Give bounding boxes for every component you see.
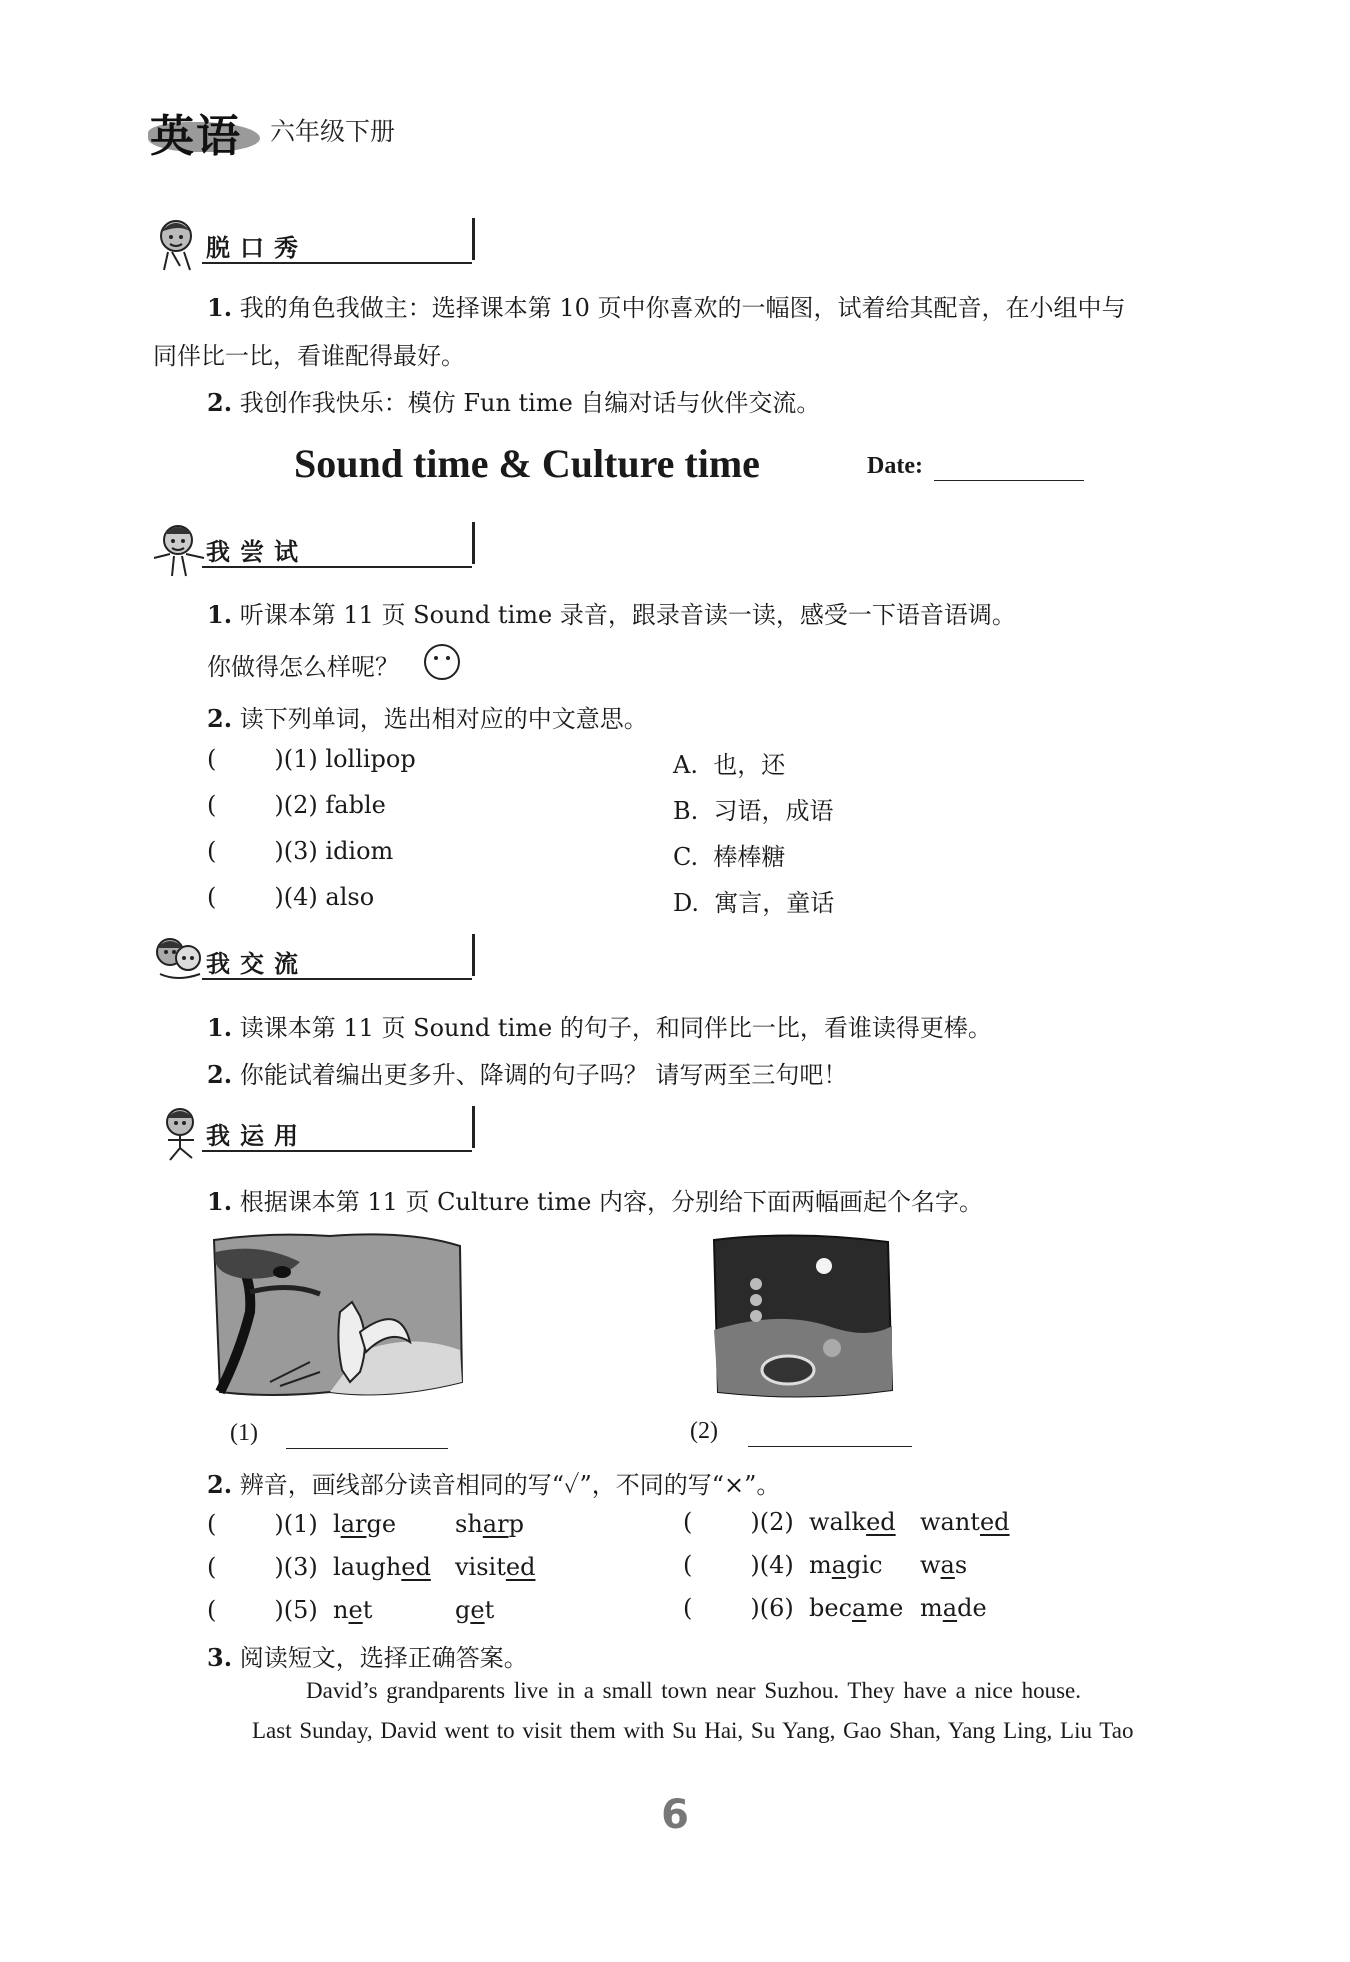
passage-line-1: David’s grandparents live in a small town near Suzhou. They have a nice house. (306, 1678, 1082, 1703)
section-badge-talk (150, 214, 430, 260)
sound-pair-3[interactable]: ( )(3) laughed (207, 1553, 431, 1581)
apply-item-3: 3. 阅读短文，选择正确答案。 (207, 1643, 528, 1672)
date-label: Date: (867, 453, 923, 479)
girl-mascot-icon (150, 214, 208, 276)
sound-pair-1[interactable]: ( )(1) large (207, 1510, 397, 1538)
match-row-4[interactable]: ( )(4) also (207, 883, 375, 911)
two-kids-mascot-icon (150, 930, 208, 992)
badge-divider (472, 934, 475, 976)
sound-pair-6-b: made (920, 1594, 987, 1622)
badge-divider (472, 1106, 475, 1148)
unit-heading: Sound time & Culture time (294, 441, 760, 486)
date-blank-line[interactable] (934, 480, 1084, 481)
badge-underline (202, 1150, 472, 1152)
picture-2-answer-line[interactable] (748, 1446, 912, 1447)
talk-item-1: 1. 我的角色我做主：选择课本第 10 页中你喜欢的一幅图，试着给其配音，在小组中与 (207, 293, 1126, 322)
share-item-2: 2. 你能试着编出更多升、降调的句子吗？ 请写两至三句吧！ (207, 1060, 848, 1089)
sound-pair-4-b: was (920, 1551, 968, 1579)
sound-pair-6[interactable]: ( )(6) became (683, 1594, 904, 1622)
section-badge-apply (150, 1102, 430, 1148)
grade-title: 六年级下册 (270, 117, 396, 146)
try-item-1: 1. 听课本第 11 页 Sound time 录音，跟录音读一读，感受一下语音语调。 (207, 600, 1016, 629)
match-option-d: D. 寓言，童话 (673, 889, 835, 917)
badge-label: 脱口秀 (206, 234, 308, 262)
badge-underline (202, 262, 472, 264)
sound-pair-5[interactable]: ( )(5) net (207, 1596, 373, 1624)
sound-pair-2[interactable]: ( )(2) walked (683, 1508, 896, 1536)
girl-runner-mascot-icon (150, 1102, 208, 1164)
face-icon (423, 643, 461, 681)
section-badge-share (150, 930, 430, 976)
talk-item-1-cont: 同伴比一比，看谁配得最好。 (153, 342, 465, 370)
fox-crow-picture (210, 1232, 466, 1402)
try-item-2: 2. 读下列单词，选出相对应的中文意思。 (207, 704, 648, 733)
picture-2-label: (2) (690, 1418, 718, 1444)
talk-item-2: 2. 我创作我快乐：模仿 Fun time 自编对话与伙伴交流。 (207, 388, 821, 417)
share-item-1: 1. 读课本第 11 页 Sound time 的句子，和同伴比一比，看谁读得更棒。 (207, 1013, 992, 1042)
badge-label: 我交流 (206, 950, 308, 978)
apply-item-2: 2. 辨音，画线部分读音相同的写“✓”，不同的写“×”。 (207, 1470, 781, 1499)
badge-underline (202, 978, 472, 980)
match-row-3[interactable]: ( )(3) idiom (207, 837, 394, 865)
boy-mascot-icon (150, 518, 208, 580)
try-item-1-question: 你做得怎么样呢？ (207, 653, 399, 681)
subject-title: 英语 (150, 111, 242, 162)
sound-pair-1-b: sharp (455, 1510, 524, 1538)
picture-1-label: (1) (230, 1420, 258, 1446)
sound-pair-4[interactable]: ( )(4) magic (683, 1551, 883, 1579)
apply-item-1: 1. 根据课本第 11 页 Culture time 内容，分别给下面两幅画起个名字。 (207, 1187, 983, 1216)
badge-divider (472, 218, 475, 260)
monkeys-moon-picture (708, 1230, 896, 1402)
picture-1-answer-line[interactable] (286, 1448, 448, 1449)
match-row-1[interactable]: ( )(1) lollipop (207, 745, 416, 773)
passage-line-2: Last Sunday, David went to visit them with Su Hai, Su Yang, Gao Shan, Yang Ling, Liu Tao (252, 1718, 1134, 1743)
section-badge-try (150, 518, 430, 564)
badge-divider (472, 522, 475, 564)
match-row-2[interactable]: ( )(2) fable (207, 791, 386, 819)
sound-pair-3-b: visited (455, 1553, 536, 1581)
badge-label: 我尝试 (206, 538, 308, 566)
sound-pair-5-b: get (455, 1596, 495, 1624)
page-number: 6 (661, 1792, 689, 1838)
match-option-a: A. 也，还 (673, 751, 786, 779)
badge-underline (202, 566, 472, 568)
match-option-c: C. 棒棒糖 (673, 843, 786, 871)
sound-pair-2-b: wanted (920, 1508, 1010, 1536)
match-option-b: B. 习语，成语 (673, 797, 834, 825)
badge-label: 我运用 (206, 1122, 308, 1150)
